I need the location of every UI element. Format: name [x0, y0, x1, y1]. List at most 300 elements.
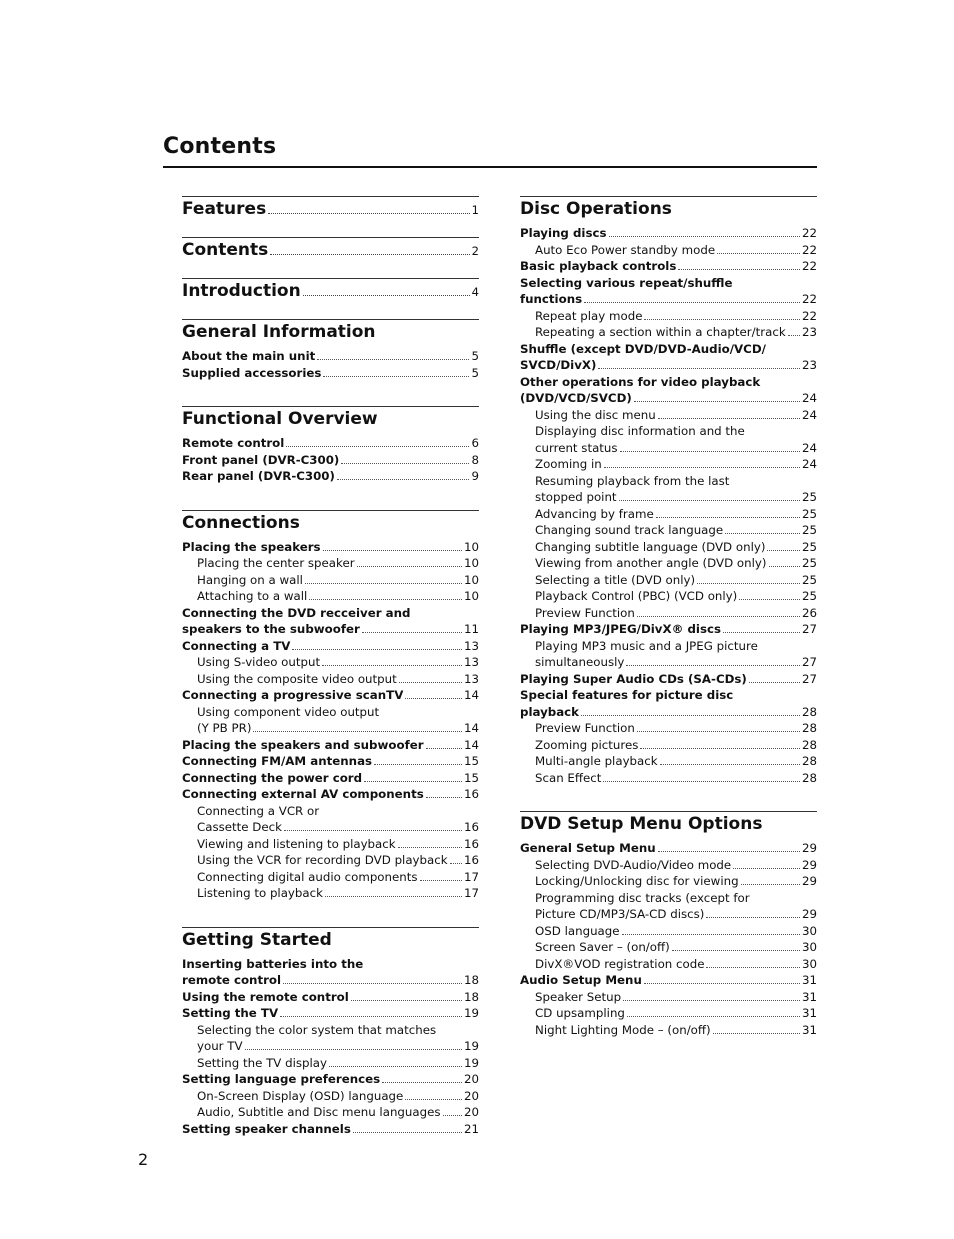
entry-text: Supplied accessories [182, 365, 322, 380]
page-ref: 27 [801, 671, 817, 686]
toc-entry[interactable] [182, 1121, 479, 1138]
section-gap [182, 902, 479, 927]
entry-text: Playing Super Audio CDs (SA-CDs) [520, 671, 747, 686]
page-ref: 23 [801, 325, 817, 339]
toc-entry[interactable] [182, 819, 479, 836]
leader-dots [598, 368, 800, 369]
toc-section-features [182, 196, 479, 237]
entry-text: Changing subtitle language (DVD only) [535, 539, 766, 554]
page-ref: 10 [463, 539, 479, 554]
toc-entry[interactable] [520, 522, 817, 539]
leader-dots [426, 797, 462, 798]
entry-text: Selecting various repeat/shuffle [520, 275, 733, 290]
leader-dots [292, 649, 462, 650]
page-ref: 24 [801, 440, 817, 455]
toc-section-connections [182, 510, 479, 902]
toc-entry[interactable] [182, 770, 479, 787]
toc-entry[interactable] [520, 242, 817, 259]
toc-entry[interactable] [520, 737, 817, 754]
toc-entry[interactable] [520, 588, 817, 605]
entry-text: (Y PB PR) [197, 721, 252, 735]
entry-text: Placing the speakers and subwoofer [182, 737, 424, 752]
page-ref: 9 [471, 469, 479, 483]
toc-entry[interactable] [520, 1022, 817, 1039]
leader-dots [623, 1000, 800, 1001]
entry-text: Using the remote control [182, 989, 349, 1004]
page-ref: 17 [463, 886, 479, 900]
leader-dots [398, 847, 462, 848]
toc-entry[interactable] [520, 939, 817, 956]
entry-text: functions [520, 292, 583, 306]
page-ref: 25 [801, 589, 817, 603]
page-ref: 15 [463, 754, 479, 768]
leader-dots [450, 863, 462, 864]
page-ref: 10 [463, 589, 479, 603]
page-ref: 25 [801, 523, 817, 537]
page-title: Contents [163, 134, 277, 159]
toc-section-dvd-setup-menu-options [520, 811, 817, 1038]
entry-text: Connecting digital audio components [197, 869, 418, 884]
entry-text: Speaker Setup [535, 989, 622, 1004]
toc-entry[interactable] [520, 572, 817, 589]
entry-text: playback [520, 704, 580, 719]
section-title: Contents [182, 240, 269, 260]
section-gap [182, 381, 479, 406]
entry-text: Night Lighting Mode – (on/off) [535, 1022, 711, 1037]
toc-entry[interactable] [182, 588, 479, 605]
leader-dots [382, 1082, 462, 1083]
leader-dots [713, 1033, 800, 1034]
toc-section-heading[interactable] [182, 239, 479, 261]
page-ref: 31 [801, 1006, 817, 1020]
toc-entry[interactable] [520, 291, 817, 308]
entry-text: stopped point [535, 490, 617, 504]
entry-text: Connecting external AV components [182, 787, 424, 801]
page-ref: 21 [463, 1121, 479, 1136]
entry-text: Setting the TV display [197, 1055, 328, 1070]
page-ref: 31 [801, 1022, 817, 1037]
page-ref: 20 [463, 1072, 479, 1086]
toc-entry[interactable] [520, 923, 817, 940]
leader-dots [581, 715, 800, 716]
leader-dots [717, 253, 800, 254]
page-ref: 5 [471, 349, 479, 363]
entry-text: Selecting DVD-Audio/Video mode [535, 857, 732, 872]
toc-entry[interactable] [520, 671, 817, 688]
page-ref: 14 [463, 737, 479, 752]
entry-text: Picture CD/MP3/SA-CD discs) [535, 907, 705, 921]
leader-dots [323, 550, 462, 551]
entry-text: CD upsampling [535, 1006, 625, 1020]
toc-entry[interactable] [520, 753, 817, 770]
leader-dots [351, 1000, 462, 1001]
page-ref: 28 [801, 754, 817, 768]
entry-text: Zooming pictures [535, 737, 639, 752]
leader-dots [329, 1066, 462, 1067]
toc-entry[interactable] [182, 572, 479, 589]
toc-entry[interactable] [182, 1055, 479, 1072]
toc-entry[interactable] [520, 704, 817, 721]
page-ref: 31 [801, 973, 817, 987]
entry-text: Locking/Unlocking disc for viewing [535, 874, 739, 888]
entry-text: Connecting the DVD recceiver and [182, 605, 411, 620]
entry-text: About the main unit [182, 349, 316, 363]
toc-entry[interactable] [520, 357, 817, 374]
page-ref: 22 [801, 242, 817, 257]
leader-dots [399, 682, 462, 683]
entry-text: Basic playback controls [520, 259, 677, 273]
toc-entry [182, 605, 479, 622]
toc-entry[interactable] [520, 720, 817, 737]
entry-text: Special features for picture disc [520, 688, 734, 702]
section-title: Getting Started [182, 929, 332, 950]
leader-dots [609, 236, 800, 237]
toc-entry[interactable] [520, 956, 817, 973]
leader-dots [640, 748, 800, 749]
toc-entry[interactable] [182, 836, 479, 853]
toc-entry[interactable] [182, 869, 479, 886]
leader-dots [584, 302, 800, 303]
leader-dots [253, 731, 462, 732]
entry-text: Screen Saver – (on/off) [535, 940, 670, 954]
leader-dots [245, 1049, 462, 1050]
toc-entry[interactable] [520, 489, 817, 506]
toc-entry[interactable] [520, 555, 817, 572]
toc-section-general-information [182, 319, 479, 381]
page-ref: 29 [801, 857, 817, 872]
entry-text: Displaying disc information and the [535, 424, 745, 438]
section-title: Functional Overview [182, 409, 378, 429]
leader-dots [364, 781, 462, 782]
toc-entry[interactable] [520, 857, 817, 874]
toc-entry[interactable] [182, 452, 479, 469]
toc-entry [182, 956, 479, 973]
page-ref: 30 [801, 956, 817, 971]
entry-text: Listening to playback [197, 886, 323, 900]
leader-dots [619, 500, 800, 501]
leader-dots [270, 254, 469, 255]
toc-entry [182, 704, 479, 721]
toc-entry[interactable] [520, 989, 817, 1006]
page-ref: 4 [471, 285, 479, 299]
leader-dots [739, 599, 800, 600]
toc-entry[interactable] [520, 390, 817, 407]
entry-text: Using the composite video output [197, 671, 397, 686]
leader-dots [317, 359, 469, 360]
leader-dots [644, 319, 800, 320]
leader-dots [405, 698, 462, 699]
page-ref: 17 [463, 869, 479, 884]
section-title: DVD Setup Menu Options [520, 814, 763, 834]
entry-text: Using the VCR for recording DVD playback [197, 853, 448, 867]
leader-dots [305, 583, 462, 584]
page-ref: 22 [801, 259, 817, 273]
toc-entry[interactable] [182, 1005, 479, 1022]
toc-entry[interactable] [520, 539, 817, 556]
entry-text: Playing MP3 music and a JPEG picture [535, 638, 758, 653]
page-ref: 29 [801, 841, 817, 855]
toc-entry[interactable] [520, 906, 817, 923]
leader-dots [788, 335, 800, 336]
entry-text: Placing the center speaker [197, 556, 355, 570]
page-ref: 22 [801, 226, 817, 240]
toc-entry[interactable] [520, 654, 817, 671]
page-ref: 16 [463, 836, 479, 851]
page-ref: 24 [801, 407, 817, 422]
entry-text: Connecting a progressive scanTV [182, 688, 404, 702]
entry-text: Programming disc tracks (except for [535, 890, 750, 905]
leader-dots [658, 851, 800, 852]
toc-entry[interactable] [182, 786, 479, 803]
toc-entry[interactable] [520, 324, 817, 341]
page-ref: 28 [801, 721, 817, 735]
toc-entry[interactable] [182, 468, 479, 485]
entry-text: Auto Eco Power standby mode [535, 242, 716, 257]
toc-entry [182, 803, 479, 820]
leader-dots [637, 731, 800, 732]
entry-text: Preview Function [535, 721, 635, 735]
entry-text: Using component video output [197, 704, 380, 719]
leader-dots [268, 213, 469, 214]
entry-text: current status [535, 440, 618, 455]
entry-text: On-Screen Display (OSD) language [197, 1088, 404, 1103]
section-title: General Information [182, 322, 376, 342]
page-ref: 20 [463, 1088, 479, 1103]
toc-entry[interactable] [520, 407, 817, 424]
toc-entry[interactable] [182, 1038, 479, 1055]
page-ref: 2 [471, 244, 479, 258]
entry-text: Resuming playback from the last [535, 473, 730, 488]
entry-text: Connecting a VCR or [197, 803, 320, 818]
toc-entry [182, 1022, 479, 1039]
leader-dots [426, 748, 462, 749]
leader-dots [706, 967, 800, 968]
page-ref: 23 [801, 358, 817, 372]
toc-entry[interactable] [520, 605, 817, 622]
entry-text: Scan Effect [535, 770, 602, 785]
toc-entry [520, 423, 817, 440]
page-ref: 29 [801, 874, 817, 888]
page-number: 2 [138, 1150, 149, 1169]
toc-entry[interactable] [520, 308, 817, 325]
page-ref: 27 [801, 655, 817, 669]
page-ref: 8 [471, 452, 479, 467]
entry-text: your TV [197, 1039, 243, 1053]
leader-dots [362, 632, 462, 633]
toc-entry[interactable] [520, 621, 817, 638]
entry-text: Zooming in [535, 457, 602, 471]
page-ref: 27 [801, 622, 817, 636]
section-title: Disc Operations [520, 199, 672, 219]
toc-entry[interactable] [182, 1071, 479, 1088]
leader-dots [672, 950, 800, 951]
toc-entry[interactable] [182, 737, 479, 754]
toc-entry[interactable] [182, 671, 479, 688]
entry-text: Selecting the color system that matches [197, 1022, 437, 1037]
toc-entry[interactable] [182, 885, 479, 902]
entry-text: Playing MP3/JPEG/DivX® discs [520, 622, 722, 636]
toc-entry[interactable] [182, 972, 479, 989]
page-ref: 10 [463, 556, 479, 570]
leader-dots [603, 781, 800, 782]
entry-text: Viewing from another angle (DVD only) [535, 556, 767, 570]
toc-entry[interactable] [182, 638, 479, 655]
page-ref: 16 [463, 820, 479, 834]
toc-entry[interactable] [520, 840, 817, 857]
toc-section-heading[interactable] [182, 198, 479, 220]
page-ref: 18 [463, 989, 479, 1004]
leader-dots [357, 566, 462, 567]
leader-dots [303, 295, 470, 296]
toc-entry[interactable] [182, 1088, 479, 1105]
toc-section-disc-operations [520, 196, 817, 786]
toc-section-contents [182, 237, 479, 278]
entry-text: Other operations for video playback [520, 374, 761, 389]
entry-text: Remote control [182, 436, 285, 450]
toc-entry[interactable] [520, 506, 817, 523]
toc-entry[interactable] [182, 539, 479, 556]
entry-text: Front panel (DVR-C300) [182, 452, 340, 467]
leader-dots [749, 682, 800, 683]
toc-entry [520, 687, 817, 704]
page-ref: 19 [463, 1055, 479, 1070]
entry-text: Inserting batteries into the [182, 956, 364, 971]
section-title: Introduction [182, 281, 301, 301]
leader-dots [604, 467, 800, 468]
page-ref: 20 [463, 1105, 479, 1119]
toc-entry [520, 341, 817, 358]
page-ref: 25 [801, 490, 817, 504]
section-gap [520, 786, 817, 811]
entry-text: Audio, Subtitle and Disc menu languages [197, 1105, 441, 1119]
page-ref: 28 [801, 770, 817, 785]
page-ref: 28 [801, 704, 817, 719]
entry-text: SVCD/DivX) [520, 358, 597, 372]
toc-section-heading[interactable] [182, 280, 479, 302]
toc-entry[interactable] [182, 753, 479, 770]
leader-dots [697, 583, 800, 584]
entry-text: Attaching to a wall [197, 589, 308, 603]
entry-text: speakers to the subwoofer [182, 622, 360, 636]
toc-entry[interactable] [182, 989, 479, 1006]
toc-entry[interactable] [520, 258, 817, 275]
page-ref: 25 [801, 572, 817, 587]
leader-dots [741, 884, 800, 885]
toc-entry[interactable] [520, 972, 817, 989]
leader-dots [622, 934, 800, 935]
toc-entry[interactable] [520, 873, 817, 890]
entry-text: Repeat play mode [535, 308, 643, 323]
page-ref: 22 [801, 292, 817, 306]
leader-dots [443, 1115, 462, 1116]
page-ref: 22 [801, 308, 817, 323]
page-ref: 14 [463, 721, 479, 735]
page-ref: 30 [801, 923, 817, 938]
page-ref: 18 [463, 973, 479, 987]
entry-text: Playing discs [520, 226, 607, 240]
toc-entry[interactable] [520, 225, 817, 242]
leader-dots [405, 1099, 462, 1100]
entry-text: Viewing and listening to playback [197, 836, 396, 851]
leader-dots [337, 479, 470, 480]
leader-dots [706, 917, 800, 918]
toc-entry[interactable] [182, 852, 479, 869]
toc-entry[interactable] [182, 720, 479, 737]
page-ref: 29 [801, 907, 817, 921]
entry-text: Changing sound track language [535, 523, 724, 537]
entry-text: Connecting a TV [182, 638, 291, 653]
toc-entry[interactable] [182, 687, 479, 704]
toc-entry [520, 275, 817, 292]
entry-text: Cassette Deck [197, 820, 282, 834]
entry-text: DivX®VOD registration code [535, 956, 705, 971]
leader-dots [309, 599, 462, 600]
entry-text: Connecting FM/AM antennas [182, 754, 373, 768]
page-ref: 13 [463, 655, 479, 669]
page-ref: 25 [801, 506, 817, 521]
toc-entry[interactable] [182, 654, 479, 671]
leader-dots [733, 868, 800, 869]
leader-dots [420, 880, 462, 881]
entry-text: remote control [182, 973, 282, 987]
entry-text: Placing the speakers [182, 539, 321, 554]
page-ref: 28 [801, 737, 817, 752]
leader-dots [644, 983, 800, 984]
page-ref: 16 [463, 787, 479, 801]
leader-dots [286, 446, 469, 447]
entry-text: Repeating a section within a chapter/track [535, 325, 786, 339]
toc-entry [520, 638, 817, 655]
toc-entry[interactable] [182, 621, 479, 638]
toc-entry[interactable] [520, 1005, 817, 1022]
page-ref: 5 [471, 365, 479, 380]
leader-dots [280, 1016, 462, 1017]
toc-entry[interactable] [520, 456, 817, 473]
toc-entry[interactable] [182, 365, 479, 382]
toc-entry[interactable] [182, 435, 479, 452]
page-ref: 14 [463, 688, 479, 702]
toc-entry[interactable] [182, 555, 479, 572]
leader-dots [323, 376, 469, 377]
title-rule [163, 166, 817, 168]
toc-entry [520, 890, 817, 907]
leader-dots [325, 896, 462, 897]
leader-dots [767, 550, 800, 551]
leader-dots [656, 517, 800, 518]
toc-entry [520, 374, 817, 391]
toc-entry[interactable] [182, 1104, 479, 1121]
toc-section-introduction [182, 278, 479, 319]
page-ref: 24 [801, 391, 817, 405]
entry-text: Playback Control (PBC) (VCD only) [535, 589, 738, 603]
entry-text: Hanging on a wall [197, 572, 303, 587]
toc-entry[interactable] [520, 440, 817, 457]
leader-dots [341, 463, 469, 464]
entry-text: Connecting the power cord [182, 770, 363, 785]
leader-dots [723, 632, 800, 633]
entry-text: General Setup Menu [520, 841, 656, 855]
page-ref: 19 [463, 1039, 479, 1053]
leader-dots [284, 830, 462, 831]
page-ref: 10 [463, 572, 479, 587]
page-ref: 31 [801, 989, 817, 1004]
toc-entry[interactable] [520, 770, 817, 787]
page-ref: 25 [801, 556, 817, 570]
leader-dots [353, 1132, 462, 1133]
toc-entry[interactable] [182, 348, 479, 365]
section-gap [182, 485, 479, 510]
entry-text: (DVD/VCD/SVCD) [520, 391, 632, 405]
